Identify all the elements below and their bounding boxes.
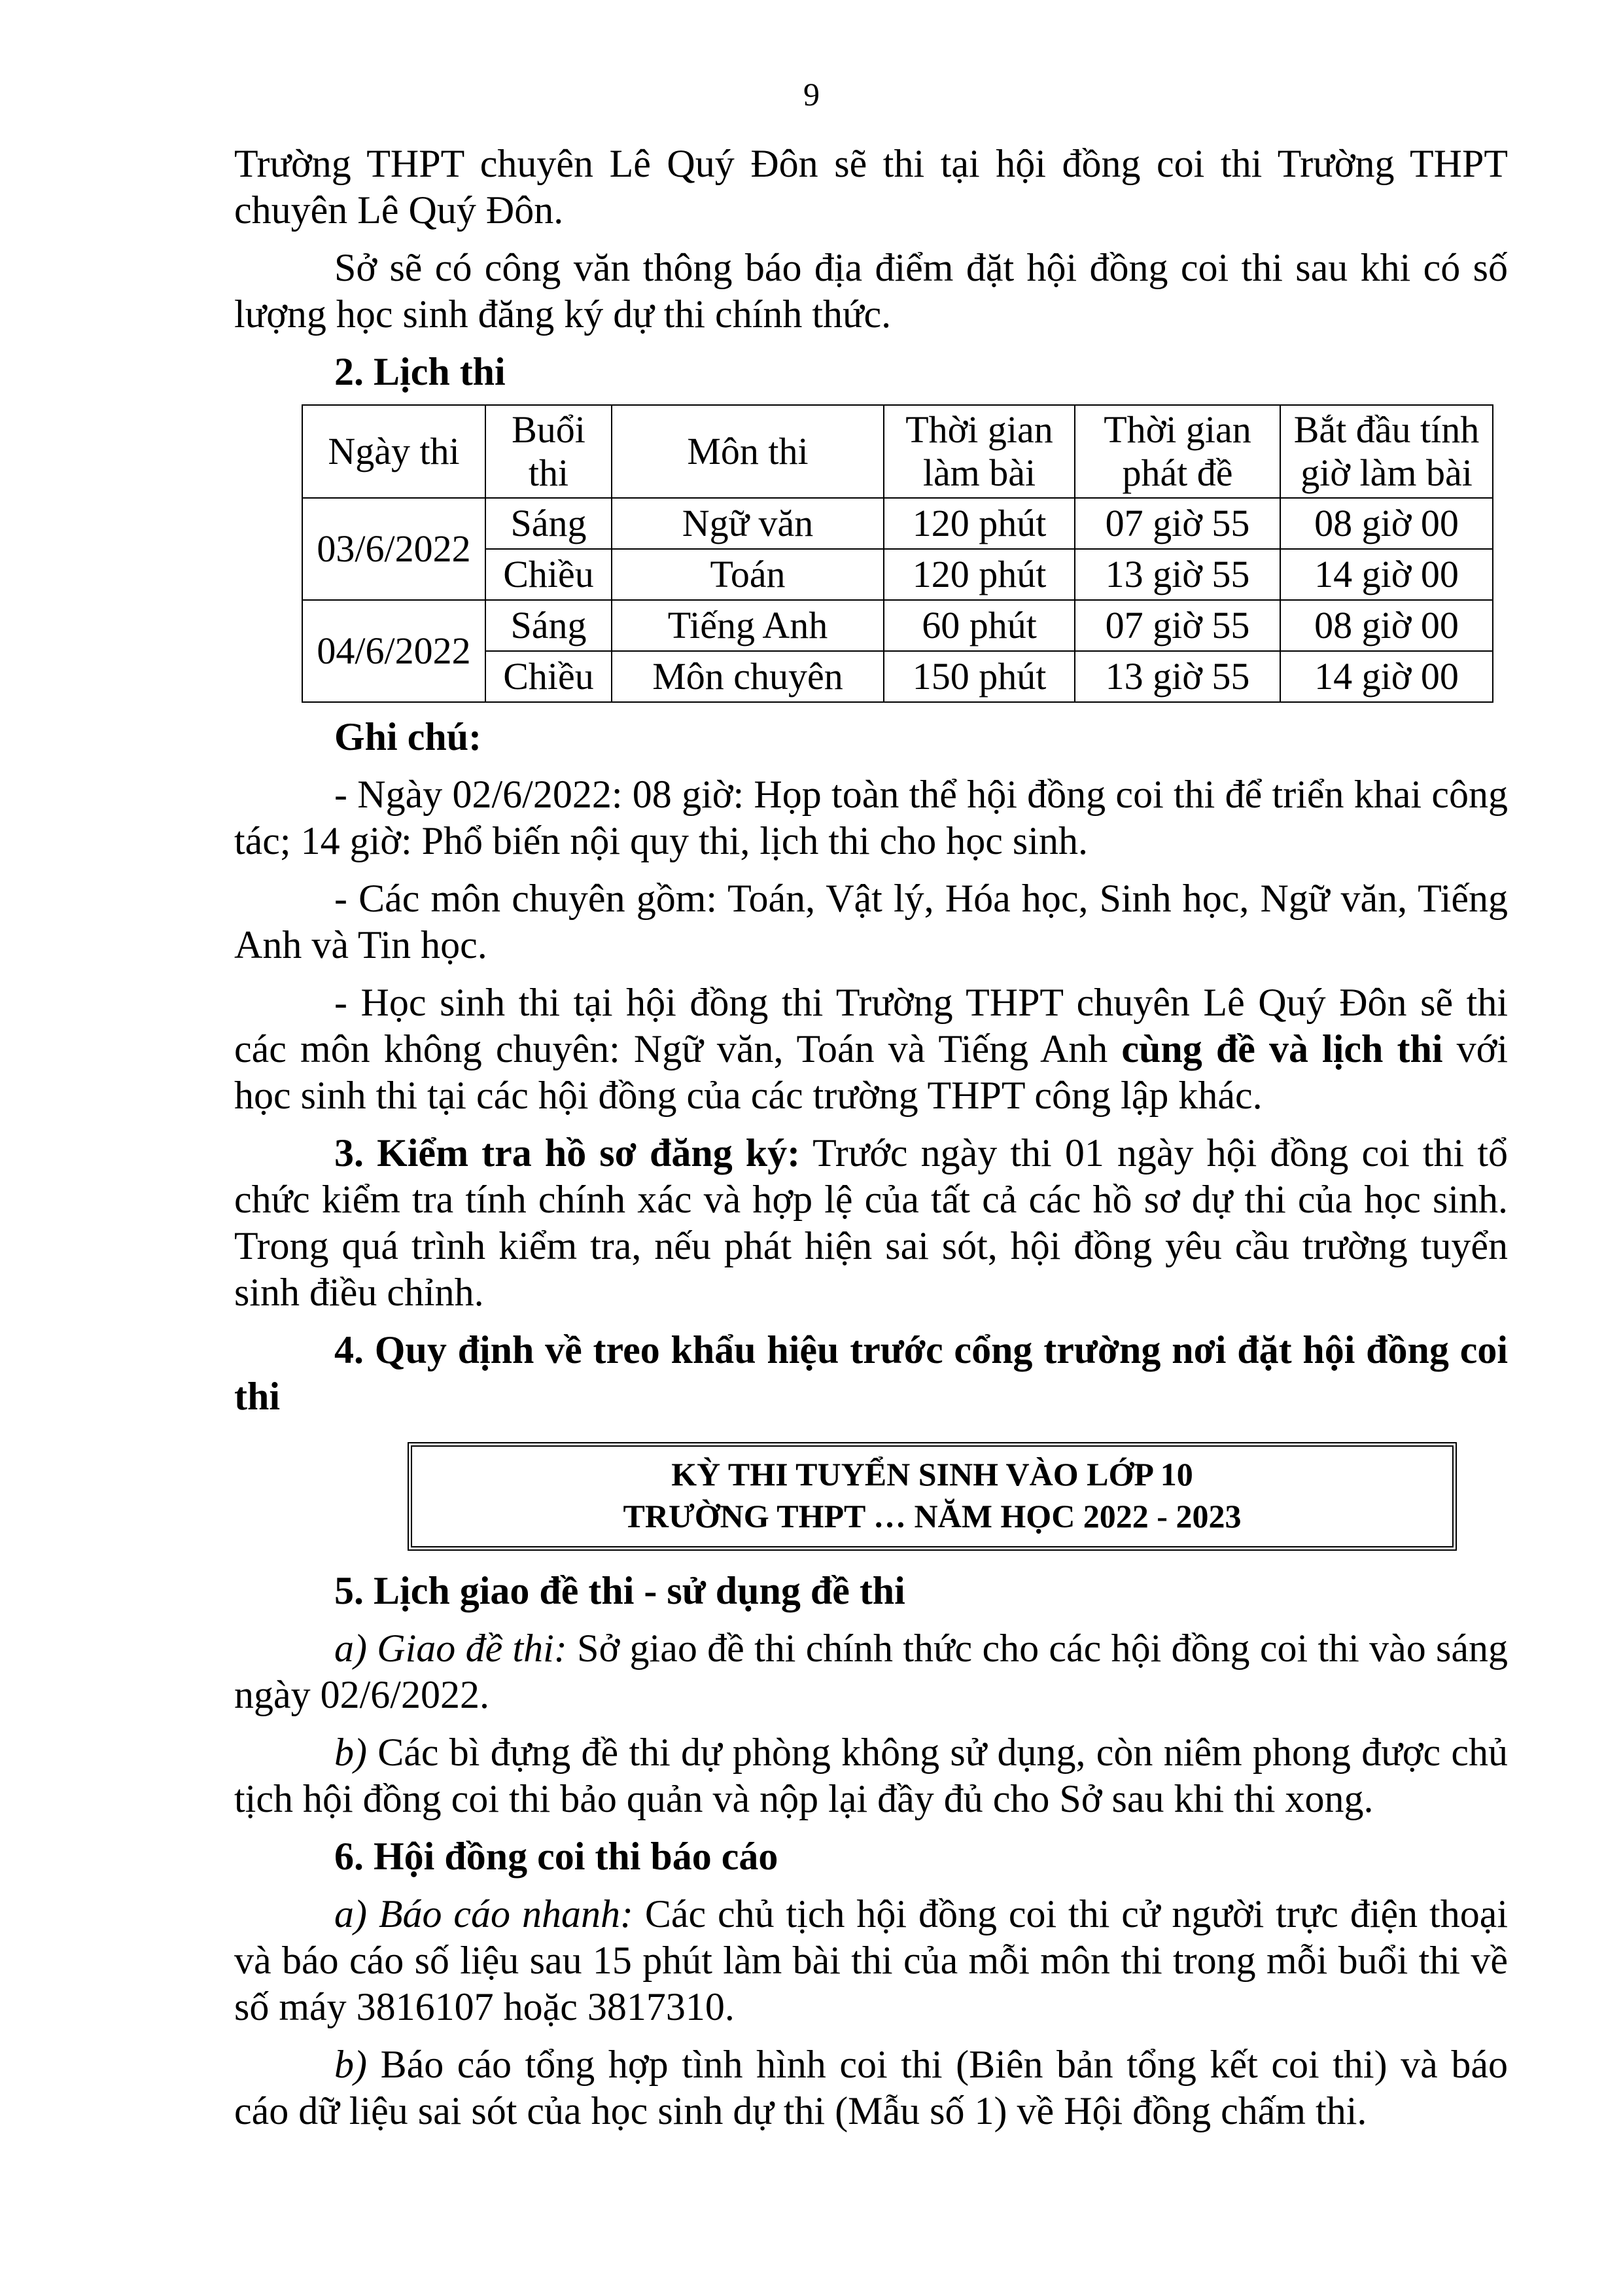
section-5-b-label: b) bbox=[334, 1731, 367, 1774]
section-6-b-text: Báo cáo tổng hợp tình hình coi thi (Biên bản tổng kết coi thi) và báo cáo dữ liệu sai sót của học sinh dự thi (Mẫu số 1) về Hội đồng chấm thi. bbox=[234, 2043, 1508, 2132]
cell-session: Chiều bbox=[485, 651, 612, 702]
intro-paragraph-2: Sở sẽ có công văn thông báo địa điểm đặt hội đồng coi thi sau khi có số lượng học sinh đăng ký dự thi chính thức. bbox=[234, 246, 1508, 336]
section-5-a bbox=[234, 1625, 1508, 1718]
slogan-line-1: KỲ THI TUYỂN SINH VÀO LỚP 10 bbox=[671, 1456, 1193, 1492]
intro-paragraph-1: Trường THPT chuyên Lê Quý Đôn sẽ thi tại hội đồng coi thi Trường THPT chuyên Lê Quý Đôn. bbox=[234, 142, 1508, 232]
section-6-a-text: Các chủ tịch hội đồng coi thi cử người trực điện thoại và báo cáo số liệu sau 15 phút làm bài thi của mỗi môn thi trong mỗi buổi thi về số máy 3816107 hoặc 3817310. bbox=[234, 1892, 1508, 2028]
page-number: 9 bbox=[803, 76, 820, 113]
cell-distribute: 13 giờ 55 bbox=[1075, 549, 1280, 600]
section-6-a-label: a) Báo cáo nhanh: bbox=[334, 1892, 633, 1935]
exam-schedule-table bbox=[302, 404, 1493, 703]
cell-start: 14 giờ 00 bbox=[1280, 651, 1493, 702]
note-3-emphasis: cùng đề và lịch thi bbox=[1121, 1027, 1443, 1070]
slogan-line-2: TRƯỜNG THPT … NĂM HỌC 2022 - 2023 bbox=[623, 1498, 1242, 1534]
section-2-heading: 2. Lịch thi bbox=[334, 350, 506, 393]
cell-start: 08 giờ 00 bbox=[1280, 498, 1493, 549]
cell-distribute: 13 giờ 55 bbox=[1075, 651, 1280, 702]
cell-distribute: 07 giờ 55 bbox=[1075, 600, 1280, 651]
cell-session: Sáng bbox=[485, 498, 612, 549]
section-3-heading: 3. Kiểm tra hồ sơ đăng ký: bbox=[334, 1131, 801, 1174]
cell-duration: 150 phút bbox=[884, 651, 1075, 702]
header-session: Buổi thi bbox=[485, 405, 612, 498]
document-body bbox=[234, 141, 1508, 2134]
cell-subject: Ngữ văn bbox=[612, 498, 884, 549]
note-3 bbox=[234, 980, 1508, 1119]
section-6-a bbox=[234, 1891, 1508, 2030]
header-duration: Thời gian làm bài bbox=[884, 405, 1075, 498]
section-5-heading: 5. Lịch giao đề thi - sử dụng đề thi bbox=[334, 1569, 905, 1612]
cell-subject: Tiếng Anh bbox=[612, 600, 884, 651]
section-5-b-text: Các bì đựng đề thi dự phòng không sử dụng, còn niêm phong được chủ tịch hội đồng coi thi bảo quản và nộp lại đầy đủ cho Sở sau khi thi xong. bbox=[234, 1731, 1508, 1820]
cell-date: 03/6/2022 bbox=[302, 498, 485, 600]
table-row bbox=[302, 498, 1493, 549]
section-3-paragraph bbox=[234, 1130, 1508, 1316]
cell-session: Sáng bbox=[485, 600, 612, 651]
note-2: - Các môn chuyên gồm: Toán, Vật lý, Hóa học, Sinh học, Ngữ văn, Tiếng Anh và Tin học. bbox=[234, 877, 1508, 966]
table-header-row bbox=[302, 405, 1493, 498]
cell-subject: Môn chuyên bbox=[612, 651, 884, 702]
cell-duration: 120 phút bbox=[884, 549, 1075, 600]
cell-date: 04/6/2022 bbox=[302, 600, 485, 702]
cell-subject: Toán bbox=[612, 549, 884, 600]
section-5-a-label: a) Giao đề thi: bbox=[334, 1627, 567, 1670]
cell-session: Chiều bbox=[485, 549, 612, 600]
header-start-time: Bắt đầu tính giờ làm bài bbox=[1280, 405, 1493, 498]
header-date: Ngày thi bbox=[302, 405, 485, 498]
section-3-text: Trước ngày thi 01 ngày hội đồng coi thi tổ chức kiểm tra tính chính xác và hợp lệ của tất cả các hồ sơ dự thi của học sinh. Trong quá trình kiểm tra, nếu phát hiện sai sót, hội đồng yêu cầu trường tuyển sinh điều chỉnh. bbox=[234, 1131, 1508, 1314]
section-6-heading: 6. Hội đồng coi thi báo cáo bbox=[334, 1835, 778, 1878]
notes-title: Ghi chú: bbox=[334, 715, 482, 758]
section-4-heading: 4. Quy định về treo khẩu hiệu trước cổng trường nơi đặt hội đồng coi thi bbox=[234, 1328, 1508, 1418]
section-5-a-text: Sở giao đề thi chính thức cho các hội đồng coi thi vào sáng ngày 02/6/2022. bbox=[234, 1627, 1508, 1716]
note-3-text-b: với học sinh thi tại các hội đồng của các trường THPT công lập khác. bbox=[234, 1027, 1508, 1117]
cell-distribute: 07 giờ 55 bbox=[1075, 498, 1280, 549]
section-6-b-label: b) bbox=[334, 2043, 367, 2086]
cell-start: 14 giờ 00 bbox=[1280, 549, 1493, 600]
section-5-b bbox=[234, 1729, 1508, 1822]
note-1: - Ngày 02/6/2022: 08 giờ: Họp toàn thể hội đồng coi thi để triển khai công tác; 14 giờ: Phổ biến nội quy thi, lịch thi cho học sinh. bbox=[234, 773, 1508, 862]
section-6-b bbox=[234, 2041, 1508, 2134]
cell-duration: 120 phút bbox=[884, 498, 1075, 549]
header-subject: Môn thi bbox=[612, 405, 884, 498]
cell-start: 08 giờ 00 bbox=[1280, 600, 1493, 651]
slogan-banner-box bbox=[408, 1442, 1457, 1551]
table-row bbox=[302, 600, 1493, 651]
header-distribute-time: Thời gian phát đề bbox=[1075, 405, 1280, 498]
note-3-text-a: - Học sinh thi tại hội đồng thi Trường THPT chuyên Lê Quý Đôn sẽ thi các môn không chuyên: Ngữ văn, Toán và Tiếng Anh bbox=[234, 981, 1508, 1070]
cell-duration: 60 phút bbox=[884, 600, 1075, 651]
